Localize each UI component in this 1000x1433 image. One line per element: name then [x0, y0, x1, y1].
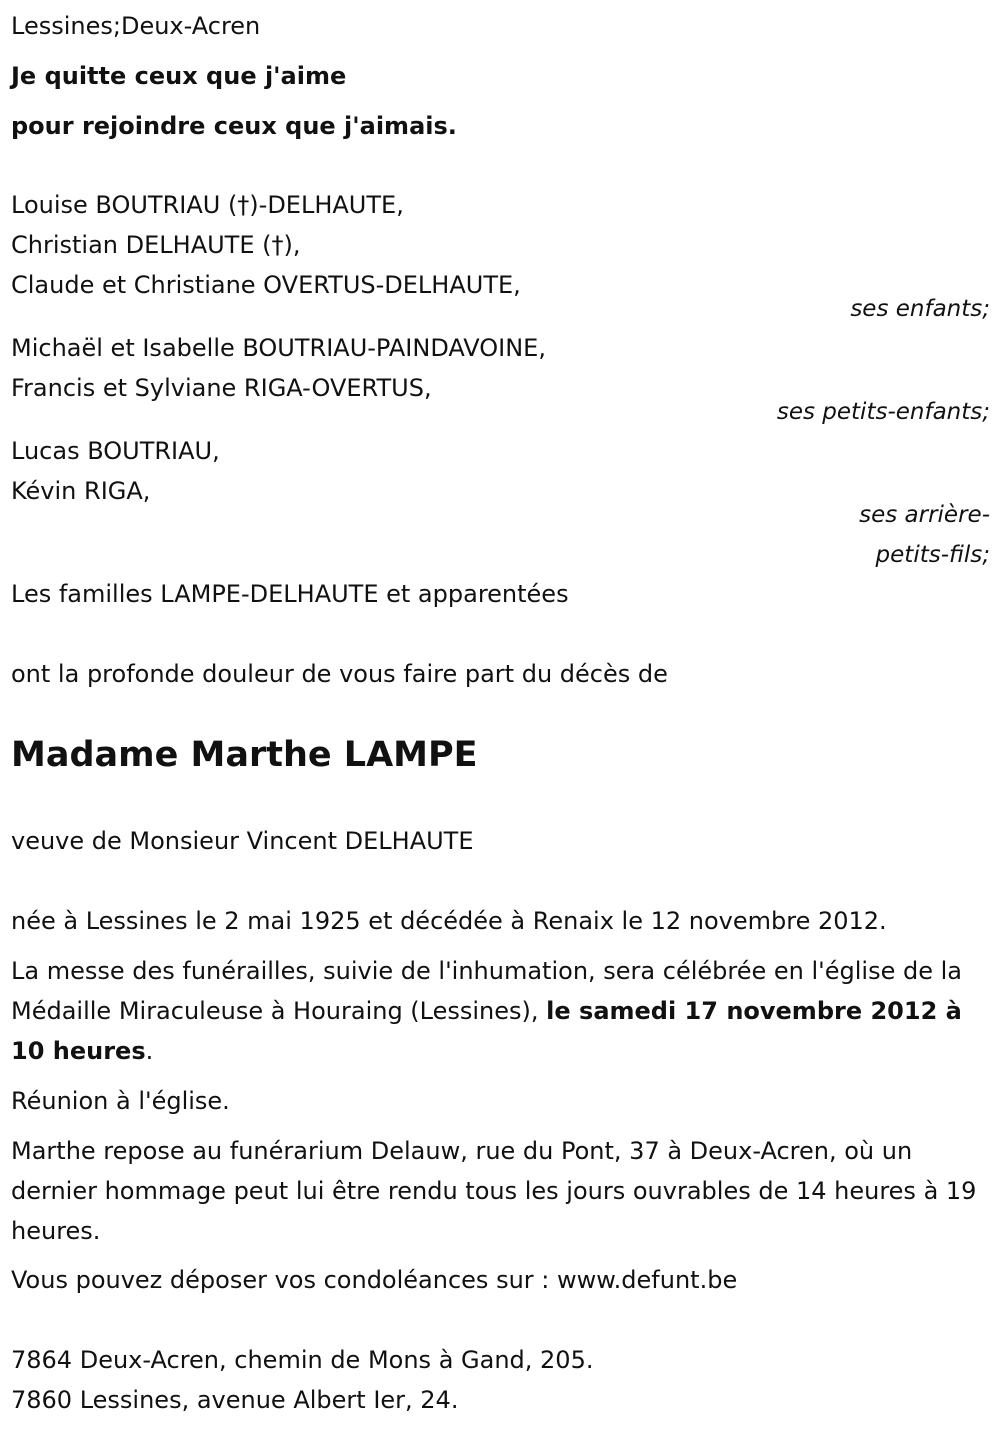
funeral-text-end: .: [145, 1037, 154, 1065]
quote-line-1: Je quitte ceux que j'aime: [11, 62, 347, 90]
funeral-paragraph: [11, 951, 986, 1071]
great-grandchild-name: Lucas BOUTRIAU,: [11, 437, 220, 465]
quote-line-2: pour rejoindre ceux que j'aimais.: [11, 112, 457, 140]
child-name: Louise BOUTRIAU (†)-DELHAUTE,: [11, 191, 404, 219]
great-grandchildren-role-line2: petits-fils;: [875, 542, 990, 568]
child-name: Claude et Christiane OVERTUS-DELHAUTE,: [11, 271, 521, 299]
families-line: Les familles LAMPE-DELHAUTE et apparentées: [11, 580, 569, 608]
address-line: 7864 Deux-Acren, chemin de Mons à Gand, 205.: [11, 1346, 594, 1374]
deceased-name: Madame Marthe LAMPE: [11, 735, 478, 775]
rest-paragraph: Marthe repose au funérarium Delauw, rue du Pont, 37 à Deux-Acren, où un dernier hommage peut lui être rendu tous les jours ouvrables de 14 heures à 19 heures.: [11, 1137, 977, 1245]
child-name: Christian DELHAUTE (†),: [11, 231, 301, 259]
great-grandchildren-role-line1: ses arrière-: [859, 502, 990, 528]
address-line: 7860 Lessines, avenue Albert Ier, 24.: [11, 1386, 459, 1414]
funeral-text: La messe des funérailles, suivie de l'inhumation, sera célébrée en l'église de la Médaille Miraculeuse à Houraing (Lessines),: [11, 957, 962, 1025]
birth-death-line: née à Lessines le 2 mai 1925 et décédée à Renaix le 12 novembre 2012.: [11, 907, 887, 935]
meeting-line: Réunion à l'église.: [11, 1087, 230, 1115]
children-role: ses enfants;: [850, 296, 990, 322]
grandchild-name: Francis et Sylviane RIGA-OVERTUS,: [11, 374, 432, 402]
condolences-line: Vous pouvez déposer vos condoléances sur : www.defunt.be: [11, 1266, 738, 1294]
grandchild-name: Michaël et Isabelle BOUTRIAU-PAINDAVOINE,: [11, 334, 546, 362]
announcement-line: ont la profonde douleur de vous faire part du décès de: [11, 660, 668, 688]
grandchildren-role: ses petits-enfants;: [776, 399, 990, 425]
location-line: Lessines;Deux-Acren: [11, 12, 261, 40]
funeral-date: le samedi 17 novembre 2012 à 10 heures: [11, 997, 962, 1065]
widow-of-line: veuve de Monsieur Vincent DELHAUTE: [11, 827, 474, 855]
great-grandchild-name: Kévin RIGA,: [11, 477, 151, 505]
